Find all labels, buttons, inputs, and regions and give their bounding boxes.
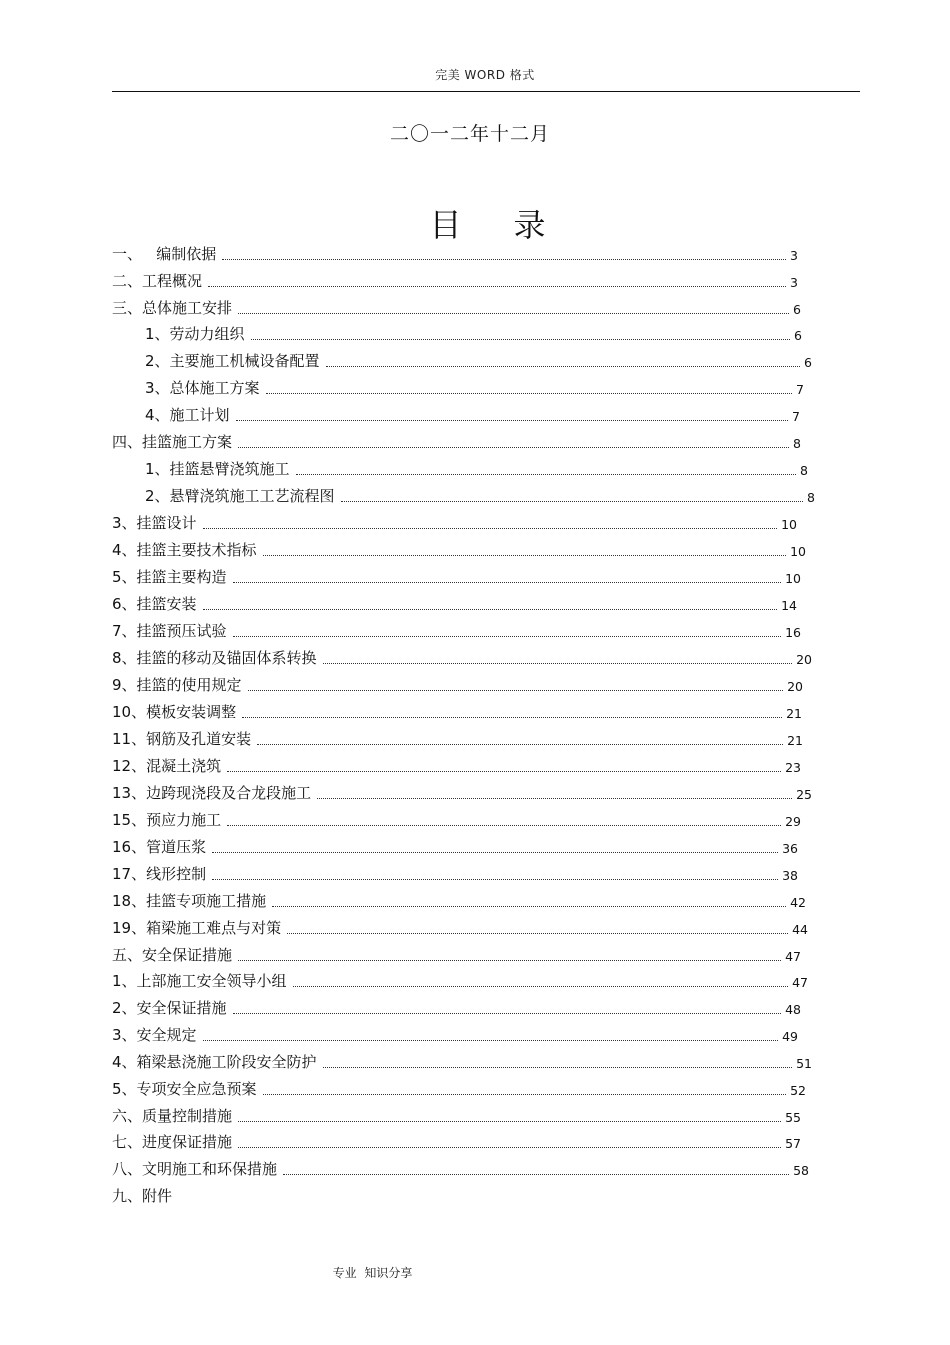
toc-dot-leader bbox=[238, 1121, 781, 1122]
toc-dot-leader bbox=[227, 771, 781, 772]
toc-dot-leader bbox=[233, 1013, 782, 1014]
toc-entry bbox=[112, 431, 801, 453]
toc-entry-label: 七、进度保证措施 bbox=[112, 1133, 233, 1151]
toc-dot-leader bbox=[238, 313, 789, 314]
toc-entry-page-number: 21 bbox=[786, 706, 802, 721]
toc-entry-page-number: 7 bbox=[796, 382, 804, 397]
toc-entry bbox=[112, 1078, 806, 1100]
toc-entry-label: 17、线形控制 bbox=[112, 865, 207, 883]
toc-dot-leader bbox=[238, 960, 781, 961]
toc-entry-label: 19、箱梁施工难点与对策 bbox=[112, 919, 282, 937]
toc-entry-label: 五、安全保证措施 bbox=[112, 946, 233, 964]
toc-entry bbox=[145, 350, 812, 372]
toc-dot-leader bbox=[227, 825, 781, 826]
toc-entry bbox=[112, 970, 808, 992]
toc-entry-label: 13、边跨现浇段及合龙段施工 bbox=[112, 784, 312, 802]
toc-dot-leader bbox=[323, 1067, 793, 1068]
toc-dot-leader bbox=[203, 609, 778, 610]
toc-entry-page-number: 48 bbox=[785, 1002, 801, 1017]
toc-entry-page-number: 42 bbox=[790, 895, 806, 910]
toc-entry-label: 1、劳动力组织 bbox=[145, 325, 245, 343]
toc-entry bbox=[112, 782, 812, 804]
toc-entry-label: 5、专项安全应急预案 bbox=[112, 1080, 257, 1098]
toc-entry-label: 4、施工计划 bbox=[145, 406, 230, 424]
toc-entry bbox=[112, 243, 798, 265]
toc-entry-page-number: 25 bbox=[796, 787, 812, 802]
toc-entry bbox=[145, 377, 804, 399]
toc-dot-leader bbox=[203, 1040, 779, 1041]
toc-dot-leader bbox=[287, 933, 788, 934]
toc-entry-page-number: 8 bbox=[793, 436, 801, 451]
toc-entry-label: 八、文明施工和环保措施 bbox=[112, 1160, 278, 1178]
toc-title-char-2: 录 bbox=[513, 206, 546, 244]
toc-dot-leader bbox=[233, 636, 782, 637]
toc-entry bbox=[112, 1131, 801, 1153]
toc-entry-page-number: 49 bbox=[782, 1029, 798, 1044]
toc-entry-page-number: 23 bbox=[785, 760, 801, 775]
toc-entry bbox=[112, 701, 802, 723]
toc-entry-label: 六、质量控制措施 bbox=[112, 1107, 233, 1125]
toc-dot-leader bbox=[317, 798, 792, 799]
toc-entry bbox=[112, 620, 801, 642]
toc-entry-page-number: 6 bbox=[804, 355, 812, 370]
toc-entry-label: 2、悬臂浇筑施工工艺流程图 bbox=[145, 487, 335, 505]
toc-entry-page-number: 21 bbox=[787, 733, 803, 748]
toc-entry bbox=[112, 674, 803, 696]
toc-entry-label: 1、挂篮悬臂浇筑施工 bbox=[145, 460, 290, 478]
toc-dot-leader bbox=[263, 555, 787, 556]
toc-entry-page-number: 6 bbox=[793, 302, 801, 317]
toc-entry bbox=[112, 863, 798, 885]
toc-dot-leader bbox=[323, 663, 793, 664]
toc-entry-label: 8、挂篮的移动及锚固体系转换 bbox=[112, 649, 317, 667]
toc-dot-leader bbox=[212, 852, 778, 853]
toc-entry bbox=[112, 1105, 801, 1127]
toc-entry-page-number: 6 bbox=[794, 328, 802, 343]
toc-dot-leader bbox=[238, 447, 789, 448]
toc-dot-leader bbox=[208, 286, 786, 287]
toc-entry bbox=[112, 1185, 300, 1207]
toc-entry-page-number: 14 bbox=[781, 598, 797, 613]
toc-entry-label: 2、安全保证措施 bbox=[112, 999, 227, 1017]
toc-entry-page-number: 38 bbox=[782, 868, 798, 883]
toc-entry-label: 3、安全规定 bbox=[112, 1026, 197, 1044]
toc-dot-leader bbox=[283, 1174, 789, 1175]
toc-entry-page-number: 3 bbox=[790, 248, 798, 263]
toc-entry bbox=[112, 593, 797, 615]
toc-entry-label: 18、挂篮专项施工措施 bbox=[112, 892, 267, 910]
toc-dot-leader bbox=[263, 1094, 787, 1095]
page-header-text: 完美 WORD 格式 bbox=[435, 68, 535, 82]
toc-entry-label: 三、总体施工安排 bbox=[112, 299, 233, 317]
toc-entry-label: 4、挂篮主要技术指标 bbox=[112, 541, 257, 559]
toc-entry bbox=[112, 270, 798, 292]
toc-entry-label: 5、挂篮主要构造 bbox=[112, 568, 227, 586]
toc-entry-page-number: 47 bbox=[785, 949, 801, 964]
toc-title-char-1: 目 bbox=[429, 206, 462, 244]
toc-entry-label: 12、混凝土浇筑 bbox=[112, 757, 222, 775]
toc-entry bbox=[112, 997, 801, 1019]
toc-entry bbox=[112, 836, 798, 858]
document-date: 二〇一二年十二月 bbox=[389, 123, 550, 145]
toc-entry-label: 3、挂篮设计 bbox=[112, 514, 197, 532]
toc-entry bbox=[145, 485, 815, 507]
toc-entry-label: 1、上部施工安全领导小组 bbox=[112, 972, 287, 990]
toc-dot-leader bbox=[293, 986, 789, 987]
toc-dot-leader bbox=[251, 339, 791, 340]
toc-entry bbox=[112, 728, 803, 750]
toc-entry-page-number: 52 bbox=[790, 1083, 806, 1098]
toc-entry bbox=[112, 809, 801, 831]
toc-entry bbox=[112, 755, 801, 777]
toc-dot-leader bbox=[266, 393, 793, 394]
toc-entry-page-number: 8 bbox=[807, 490, 815, 505]
toc-entry-page-number: 47 bbox=[792, 975, 808, 990]
toc-entry bbox=[112, 512, 797, 534]
toc-entry-label: 10、模板安装调整 bbox=[112, 703, 237, 721]
toc-entry-label: 四、挂篮施工方案 bbox=[112, 433, 233, 451]
toc-dot-leader bbox=[242, 717, 782, 718]
toc-entry bbox=[112, 1024, 798, 1046]
toc-dot-leader bbox=[233, 582, 782, 583]
toc-entry bbox=[112, 566, 801, 588]
toc-entry-page-number: 29 bbox=[785, 814, 801, 829]
toc-dot-leader bbox=[212, 879, 778, 880]
toc-entry bbox=[112, 647, 812, 669]
toc-entry-page-number: 20 bbox=[787, 679, 803, 694]
toc-dot-leader bbox=[296, 474, 797, 475]
page-footer-text: 专业 知识分享 bbox=[332, 1266, 413, 1280]
toc-entry-page-number: 20 bbox=[796, 652, 812, 667]
toc-entry-page-number: 44 bbox=[792, 922, 808, 937]
toc-entry-page-number: 7 bbox=[792, 409, 800, 424]
toc-dot-leader bbox=[272, 906, 786, 907]
toc-entry bbox=[112, 297, 801, 319]
toc-entry-label: 2、主要施工机械设备配置 bbox=[145, 352, 320, 370]
toc-entry-page-number: 58 bbox=[793, 1163, 809, 1178]
toc-entry bbox=[112, 1051, 812, 1073]
toc-entry bbox=[112, 890, 806, 912]
toc-entry-label: 9、挂篮的使用规定 bbox=[112, 676, 242, 694]
toc-entry-page-number: 3 bbox=[790, 275, 798, 290]
toc-entry-label: 7、挂篮预压试验 bbox=[112, 622, 227, 640]
toc-dot-leader bbox=[248, 690, 784, 691]
toc-entry-label: 一、 编制依据 bbox=[112, 245, 217, 263]
toc-entry-label: 九、附件 bbox=[112, 1187, 173, 1205]
toc-entry-label: 11、钢筋及孔道安装 bbox=[112, 730, 252, 748]
toc-dot-leader bbox=[222, 259, 786, 260]
toc-entry bbox=[145, 404, 800, 426]
toc-entry-page-number: 55 bbox=[785, 1110, 801, 1125]
toc-entry-page-number: 36 bbox=[782, 841, 798, 856]
toc-entry-page-number: 16 bbox=[785, 625, 801, 640]
toc-entry-label: 16、管道压浆 bbox=[112, 838, 207, 856]
toc-dot-leader bbox=[341, 501, 804, 502]
toc-entry bbox=[112, 539, 806, 561]
toc-entry-page-number: 10 bbox=[781, 517, 797, 532]
toc-entry bbox=[112, 944, 801, 966]
toc-entry-label: 4、箱梁悬浇施工阶段安全防护 bbox=[112, 1053, 317, 1071]
toc-entry bbox=[145, 323, 802, 345]
toc-entry-label: 3、总体施工方案 bbox=[145, 379, 260, 397]
toc-dot-leader bbox=[203, 528, 778, 529]
toc-entry bbox=[112, 917, 808, 939]
toc-entry bbox=[112, 1158, 809, 1180]
toc-dot-leader bbox=[236, 420, 789, 421]
toc-dot-leader bbox=[257, 744, 783, 745]
toc-entry-page-number: 10 bbox=[785, 571, 801, 586]
toc-entry bbox=[145, 458, 808, 480]
toc-entry-page-number: 57 bbox=[785, 1136, 801, 1151]
toc-entry-label: 15、预应力施工 bbox=[112, 811, 222, 829]
toc-entry-label: 二、工程概况 bbox=[112, 272, 203, 290]
toc-entry-page-number: 10 bbox=[790, 544, 806, 559]
toc-entry-page-number: 51 bbox=[796, 1056, 812, 1071]
toc-dot-leader bbox=[238, 1147, 781, 1148]
toc-entry-label: 6、挂篮安装 bbox=[112, 595, 197, 613]
toc-dot-leader bbox=[326, 366, 801, 367]
toc-entry-page-number: 8 bbox=[800, 463, 808, 478]
